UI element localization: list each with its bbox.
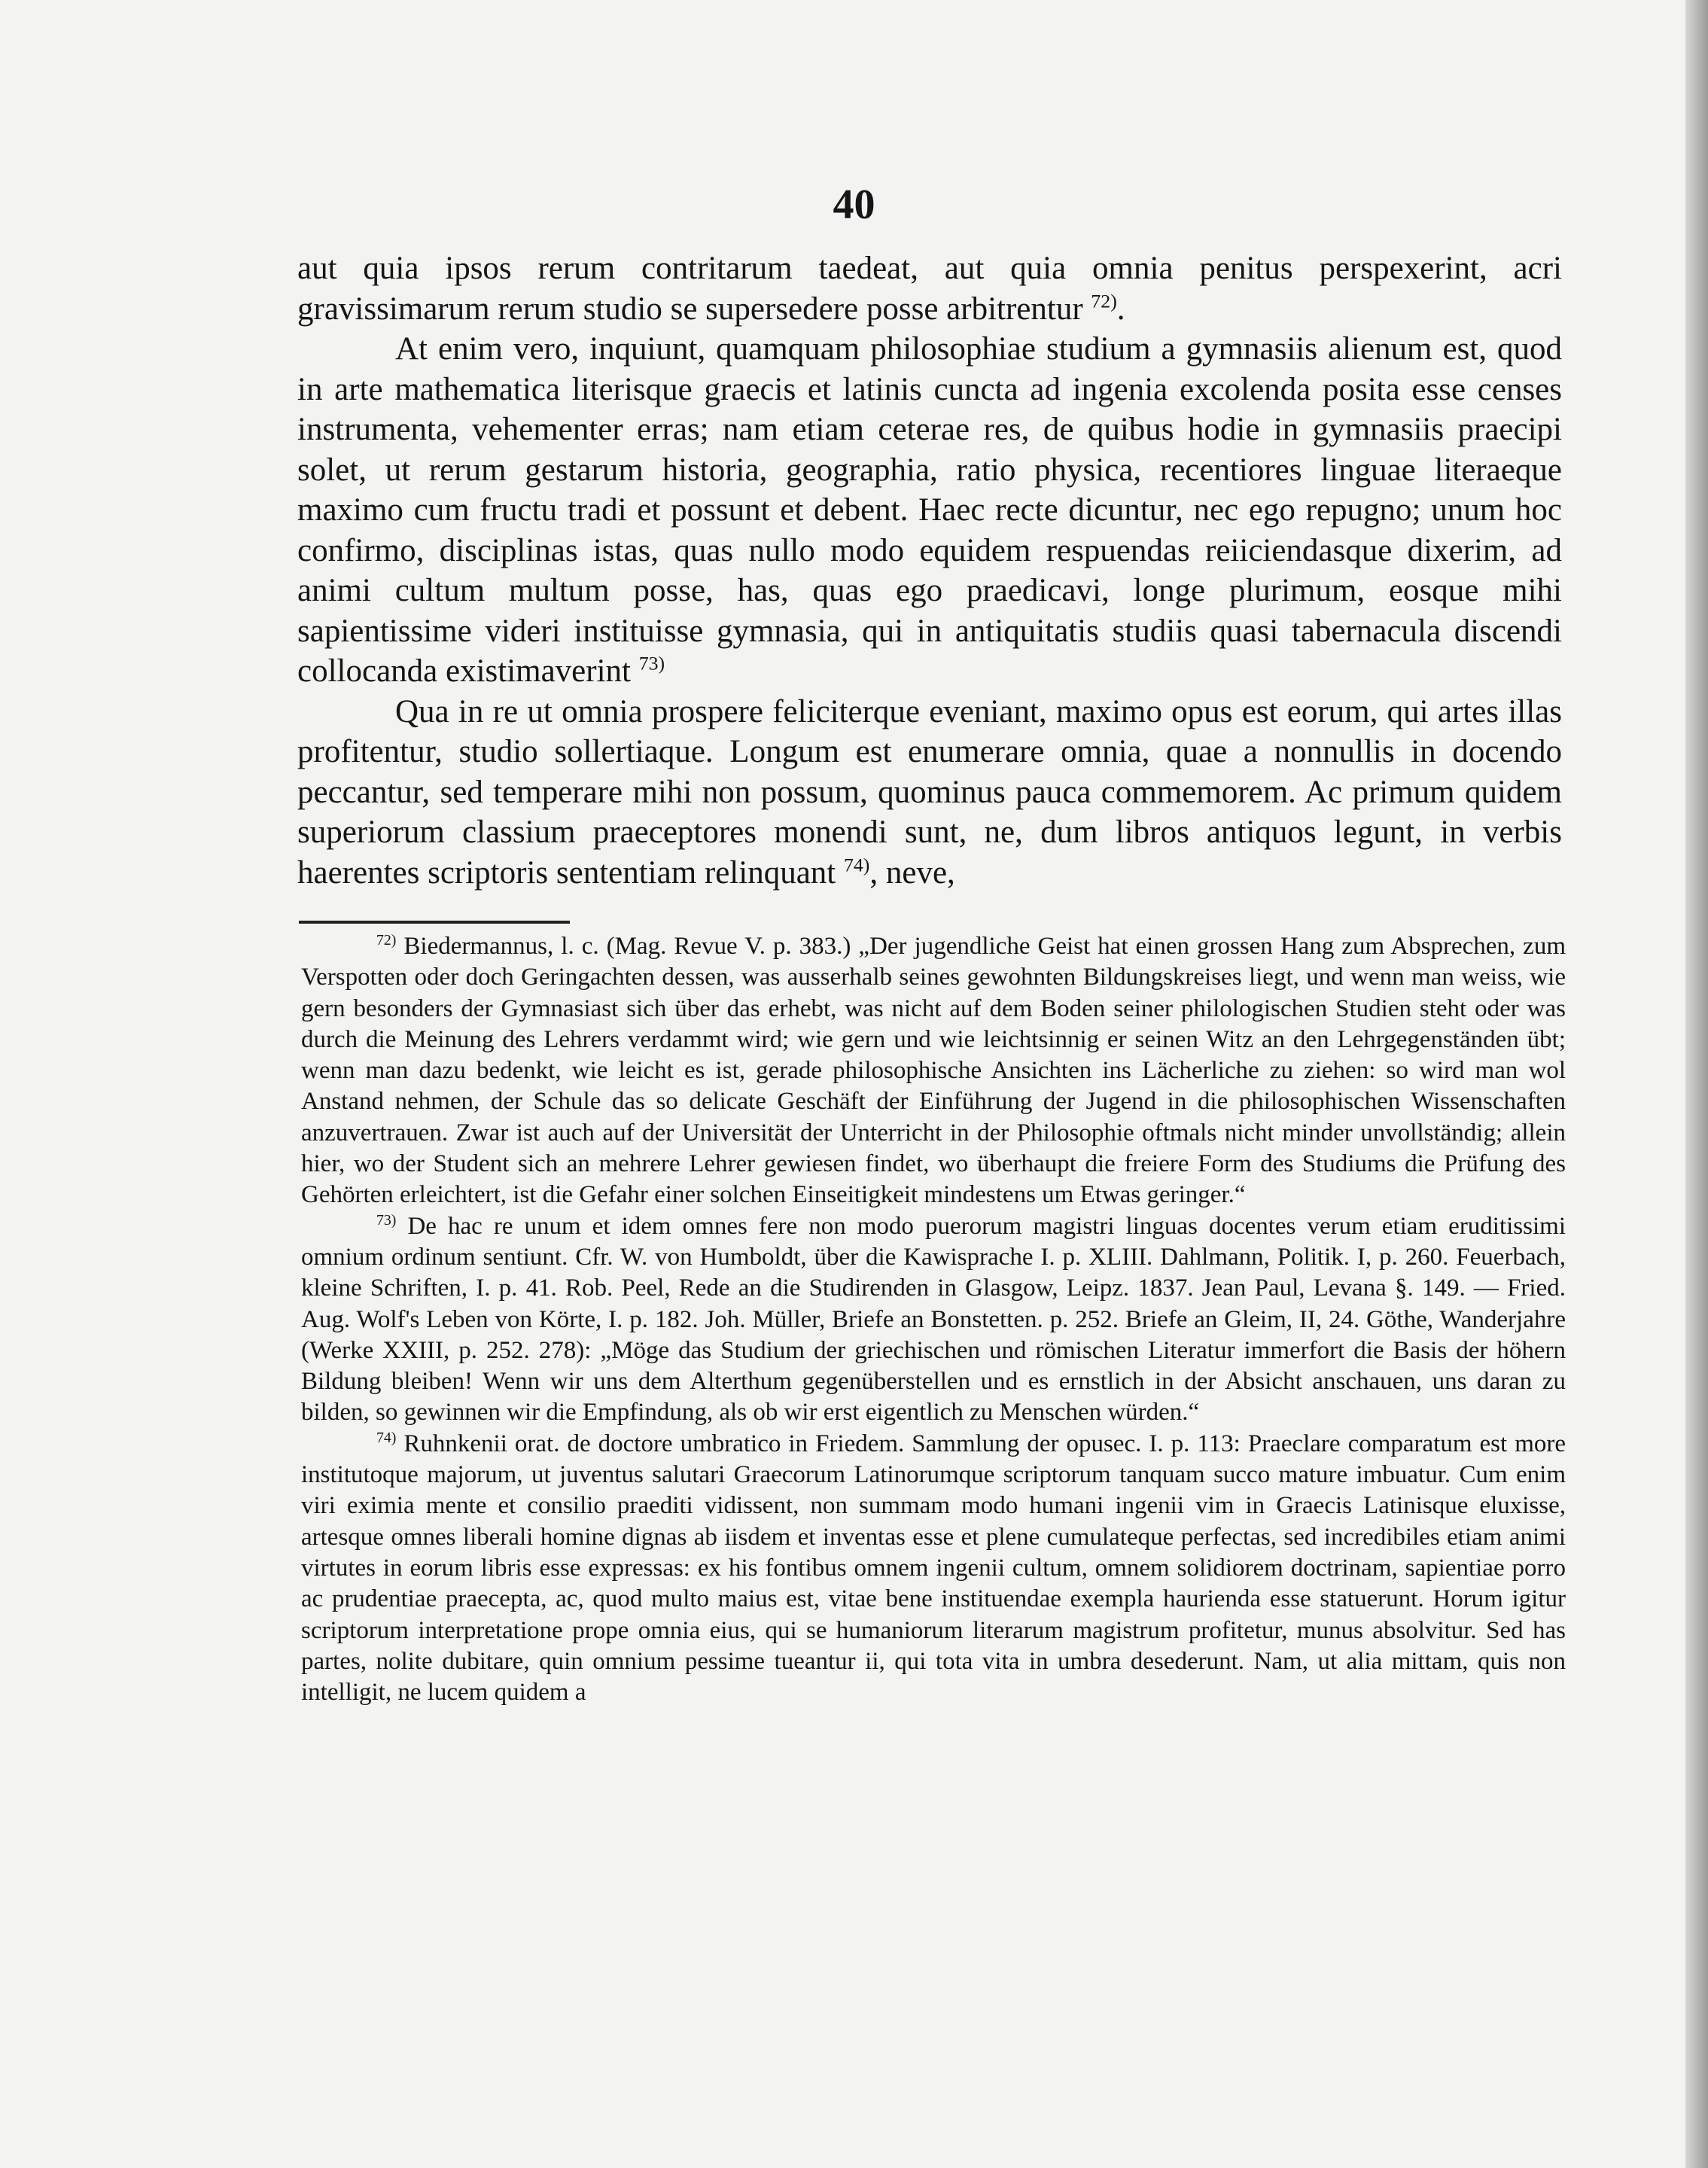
binding-edge	[1685, 0, 1708, 2168]
footnote-text: Ruhnkenii orat. de doctore umbratico in Friedem. Sammlung der opusec. I. p. 113: Praeclare comparatum est more institutoque majorum, ut juventus salutari Graecorum Latinorumque scriptorum tanquam succo mature imbuatur. Cum enim viri eximia mente et consilio praediti vidissent, non summam modo humani ingenii vim in Graecis Latinisque eluxisse, artesque omnes liberali homine dignas ab iisdem et inventas esse et plene cumulateque perfectas, sed incredibiles etiam animi virtutes in eorum libris esse expressas: ex his fontibus omnem ingenii cultum, omnem solidiorem doctrinam, sapientiae porro ac prudentiae praecepta, ac, quod multo maius est, vitae bene instituendae exempla haurienda esse statuerunt. Horum igitur scriptorum interpretatione prope omnia eius, qui se humaniorum literarum magistrum profitetur, munus absolvitur. Sed has partes, nolite dubitare, quin omnium pessime tueantur ii, qui tota vita in umbra desederunt. Nam, ut alia mittam, quis non intelligit, ne lucem quidem a	[301, 1430, 1566, 1707]
footnote-ref: 73)	[638, 652, 665, 674]
footnotes	[301, 931, 1566, 1708]
main-text	[297, 248, 1562, 893]
footnote-73	[301, 1211, 1566, 1429]
footnote-74	[301, 1429, 1566, 1709]
paragraph-text: At enim vero, inquiunt, quamquam philosophiae studium a gymnasiis alienum est, quod in arte mathematica literisque graecis et latinis cuncta ad ingenia excolenda posita esse censes instrumenta, vehementer erras; nam etiam ceterae res, de quibus hodie in gymnasiis praecipi solet, ut rerum gestarum historia, geographia, ratio physica, recentiores linguae literaeque maximo cum fructu tradi et possunt et debent. Haec recte dicuntur, nec ego repugno; unum hoc confirmo, disciplinas istas, quas nullo modo equidem respuendas reiiciendasque dixerim, ad animi cultum multum posse, has, quas ego praedicavi, longe plurimum, eosque mihi sapientissime videri instituisse gymnasia, qui in antiquitatis studiis quasi tabernacula discendi collocanda existimaverint	[297, 331, 1562, 689]
body-paragraph-3	[297, 692, 1562, 894]
body-paragraph-2	[297, 329, 1562, 692]
footnote-marker: 74)	[376, 1429, 397, 1446]
paragraph-text: Qua in re ut omnia prospere feliciterque eveniant, maximo opus est eorum, qui artes illas profitentur, studio sollertiaque. Longum est enumerare omnia, quae a nonnullis in docendo peccantur, sed temperare mihi non possum, quominus pauca commemorem. Ac primum quidem superiorum classium praeceptores monendi sunt, ne, dum libros antiquos legunt, in verbis haerentes scriptoris sententiam relinquant	[297, 693, 1562, 891]
paragraph-tail: .	[1116, 291, 1125, 327]
body-paragraph-1	[297, 248, 1562, 329]
page-number: 40	[833, 181, 875, 228]
footnote-ref: 72)	[1091, 290, 1117, 312]
paragraph-text: aut quia ipsos rerum contritarum taedeat, aut quia omnia penitus perspexerint, acri gravissimarum rerum studio se supersedere posse arbitrentur	[297, 251, 1562, 327]
footnote-text: De hac re unum et idem omnes fere non modo puerorum magistri linguas docentes verum etiam eruditissimi omnium ordinum sentiunt. Cfr. W. von Humboldt, über die Kawisprache I. p. XLIII. Dahlmann, Politik. I, p. 260. Feuerbach, kleine Schriften, I. p. 41. Rob. Peel, Rede an die Studirenden in Glasgow, Leipz. 1837. Jean Paul, Levana §. 149. — Fried. Aug. Wolf's Leben von Körte, I. p. 182. Joh. Müller, Briefe an Bonstetten. p. 252. Briefe an Gleim, II, 24. Göthe, Wanderjahre (Werke XXIII, p. 252. 278): „Möge das Studium der griechischen und römischen Literatur immerfort die Basis der höhern Bildung bleiben! Wenn wir uns dem Alterthum gegenüberstellen und es ernstlich in der Absicht anschauen, uns daran zu bilden, so gewinnen wir die Empfindung, als ob wir erst eigentlich zu Menschen würden.“	[301, 1212, 1566, 1427]
footnote-marker: 72)	[376, 932, 397, 948]
footnote-ref: 74)	[843, 854, 870, 876]
paragraph-tail: , neve,	[869, 854, 955, 891]
footnote-separator	[299, 921, 570, 924]
footnote-marker: 73)	[376, 1211, 397, 1229]
footnote-72	[301, 931, 1566, 1211]
footnote-text: Biedermannus, l. c. (Mag. Revue V. p. 383.) „Der jugendliche Geist hat einen grossen Hang zum Absprechen, zum Verspotten oder doch Geringachten dessen, was ausserhalb seines gewohnten Bildungskreises liegt, und wenn man weiss, wie gern besonders der Gymnasiast sich über das erhebt, was nicht auf dem Boden seiner philologischen Studien steht oder was durch die Meinung des Lehrers verdammt wird; wie gern und wie leichtsinnig er seinen Witz an den Lehrgegenständen übt; wenn man dazu bedenkt, wie leicht es ist, gerade philosophische Ansichten ins Lächerliche zu ziehen: so wird man wol Anstand nehmen, der Schule das so delicate Geschäft der Einführung der Jugend in die philosophischen Wissenschaften anzuvertrauen. Zwar ist auch auf der Universität der Unterricht in der Philosophie oftmals nicht minder unvollständig; allein hier, wo der Student sich an mehrere Lehrer gewiesen findet, wo überhaupt die freiere Form des Studiums die Prüfung des Gehörten erleichtert, ist die Gefahr einer solchen Einseitigkeit mindestens um Etwas geringer.“	[301, 933, 1566, 1209]
